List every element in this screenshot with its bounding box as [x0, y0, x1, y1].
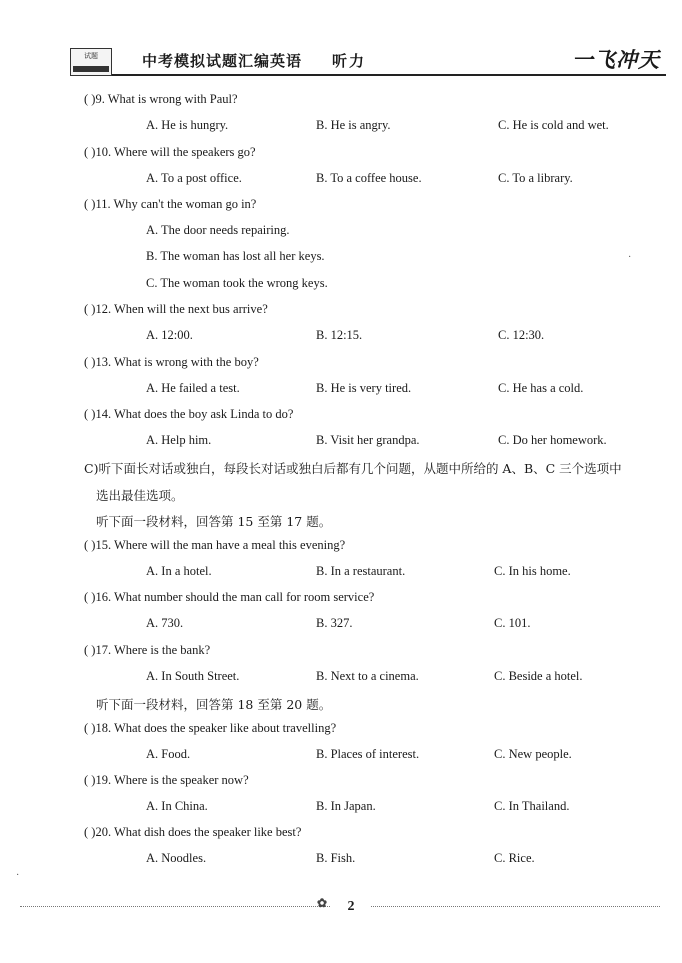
q11-option-a: A. The door needs repairing.	[146, 223, 290, 237]
q16-option-b: B. 327.	[316, 616, 353, 630]
question-17: ( )17. Where is the bank?	[84, 643, 211, 657]
q18-option-a: A. Food.	[146, 747, 191, 761]
logo-text: 试题	[84, 52, 98, 60]
q14-option-c: C. Do her homework.	[498, 433, 607, 447]
question-12: ( )12. When will the next bus arrive?	[84, 302, 268, 316]
logo-bar	[73, 66, 109, 72]
q13-option-c: C. He has a cold.	[498, 381, 584, 395]
q20-option-c: C. Rice.	[494, 851, 535, 865]
q19-option-a: A. In China.	[146, 799, 208, 813]
q16-option-a: A. 730.	[146, 616, 184, 630]
q9-option-c: C. He is cold and wet.	[498, 118, 609, 132]
q10-option-b: B. To a coffee house.	[316, 171, 422, 185]
section-c-instruction: C)听下面长对话或独白，每段长对话或独白后都有几个问题，从题中所给的 A、B、C 三个选项中	[84, 461, 622, 476]
q20-option-b: B. Fish.	[316, 851, 356, 865]
q13-option-a: A. He failed a test.	[146, 381, 240, 395]
q11-option-b: B. The woman has lost all her keys.	[146, 249, 325, 263]
q12-option-a: A. 12:00.	[146, 328, 193, 342]
q17-option-a: A. In South Street.	[146, 669, 240, 683]
q15-option-c: C. In his home.	[494, 564, 571, 578]
q19-option-b: B. In Japan.	[316, 799, 376, 813]
question-18: ( )18. What does the speaker like about travelling?	[84, 721, 337, 735]
q11-option-c: C. The woman took the wrong keys.	[146, 276, 328, 290]
q12-option-c: C. 12:30.	[498, 328, 545, 342]
q9-option-a: A. He is hungry.	[146, 118, 229, 132]
q10-option-a: A. To a post office.	[146, 171, 242, 185]
book-title: 中考模拟试题汇编英语	[142, 52, 303, 70]
section-c-instruction-cont: 选出最佳选项。	[96, 488, 184, 503]
material-instruction-2: 听下面一段材料，回答第 18 至第 20 题。	[96, 697, 332, 712]
q18-option-b: B. Places of interest.	[316, 747, 420, 761]
q19-option-c: C. In Thailand.	[494, 799, 570, 813]
scan-speck: ·	[16, 870, 20, 881]
q20-option-a: A. Noodles.	[146, 851, 207, 865]
page-number-text: 2	[347, 899, 355, 914]
question-20: ( )20. What dish does the speaker like best?	[84, 825, 302, 839]
page-header	[70, 44, 666, 80]
header-rule	[112, 74, 666, 76]
scan-speck: ·	[628, 252, 632, 263]
q13-option-b: B. He is very tired.	[316, 381, 412, 395]
question-11: ( )11. Why can't the woman go in?	[84, 197, 257, 211]
q16-option-c: C. 101.	[494, 616, 531, 630]
q17-option-b: B. Next to a cinema.	[316, 669, 419, 683]
question-13: ( )13. What is wrong with the boy?	[84, 355, 259, 369]
question-14: ( )14. What does the boy ask Linda to do?	[84, 407, 294, 421]
q17-option-c: C. Beside a hotel.	[494, 669, 583, 683]
q14-option-b: B. Visit her grandpa.	[316, 433, 420, 447]
q15-option-a: A. In a hotel.	[146, 564, 212, 578]
q14-option-a: A. Help him.	[146, 433, 212, 447]
question-10: ( )10. Where will the speakers go?	[84, 145, 256, 159]
question-19: ( )19. Where is the speaker now?	[84, 773, 249, 787]
q9-option-b: B. He is angry.	[316, 118, 391, 132]
q15-option-b: B. In a restaurant.	[316, 564, 406, 578]
logo	[70, 48, 112, 76]
question-16: ( )16. What number should the man call for room service?	[84, 590, 375, 604]
slogan: 一飞冲天	[572, 47, 660, 72]
material-instruction-1: 听下面一段材料，回答第 15 至第 17 题。	[96, 514, 332, 529]
q18-option-c: C. New people.	[494, 747, 572, 761]
question-9: ( )9. What is wrong with Paul?	[84, 92, 238, 106]
question-15: ( )15. Where will the man have a meal this evening?	[84, 538, 346, 552]
q12-option-b: B. 12:15.	[316, 328, 363, 342]
section-subtitle: 听力	[332, 52, 367, 70]
flower-ornament-icon: ✿	[317, 896, 328, 910]
q10-option-c: C. To a library.	[498, 171, 573, 185]
page-number	[317, 895, 371, 919]
